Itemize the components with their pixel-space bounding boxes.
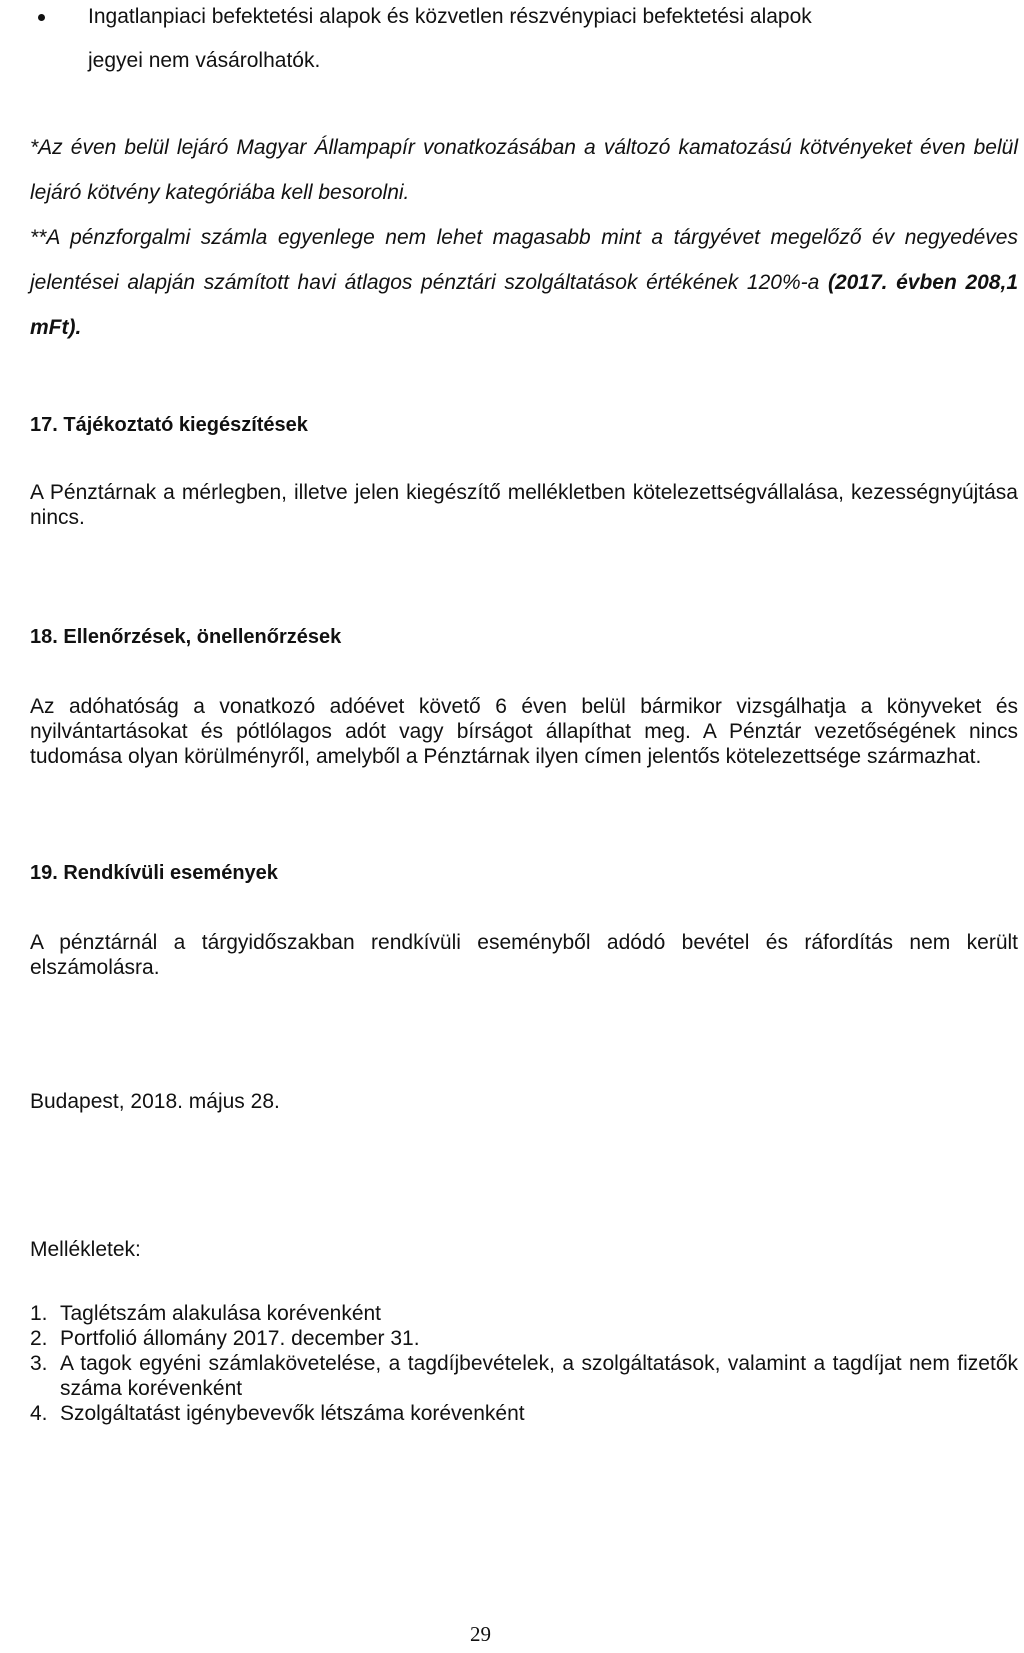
attachment-number: 3.: [30, 1352, 48, 1375]
section-heading-17: 17. Tájékoztató kiegészítések: [30, 414, 308, 436]
attachment-text: Taglétszám alakulása korévenként: [60, 1302, 382, 1325]
bullet-text: [88, 0, 1018, 72]
footnote-2-bold: (2017. évben 208,1 mFt).: [30, 271, 1018, 339]
bullet-line-1: Ingatlanpiaci befektetési alapok és közvetlen részvénypiaci befektetési alapok: [88, 5, 812, 28]
attachment-number: 1.: [30, 1302, 48, 1325]
attachment-text: Portfolió állomány 2017. december 31.: [60, 1327, 420, 1350]
section-text-18: Az adóhatóság a vonatkozó adóévet követő 6 éven belül bármikor vizsgálhatja a könyveket és nyilvántartásokat és pótlólagos adót vagy bírságot állapíthat meg. A Pénztár vezetőségének nincs tudomása olyan körülményről, amelyből a Pénztárnak ilyen címen jelentős kötelezettsége származhat.: [30, 695, 1018, 768]
attachment-text: Szolgáltatást igénybevevők létszáma korévenként: [60, 1402, 525, 1425]
attachments-title: Mellékletek:: [30, 1238, 141, 1261]
page-number: 29: [470, 1622, 491, 1646]
footnote-2: [30, 215, 1018, 350]
place-date: Budapest, 2018. május 28.: [30, 1090, 280, 1113]
attachment-number: 4.: [30, 1402, 48, 1425]
attachment-number: 2.: [30, 1327, 48, 1350]
section-heading-18: 18. Ellenőrzések, önellenőrzések: [30, 626, 342, 648]
attachment-item: [30, 1351, 1018, 1401]
attachment-item: [30, 1401, 1018, 1426]
section-heading-19: 19. Rendkívüli események: [30, 862, 278, 884]
section-text-17: A Pénztárnak a mérlegben, illetve jelen kiegészítő mellékletben kötelezettségvállalása, kezességnyújtása nincs.: [30, 481, 1018, 529]
footnote-2-text: **A pénzforgalmi számla egyenlege nem lehet magasabb mint a tárgyévet megelőző év negyedéves jelentései alapján számított havi átlagos pénztári szolgáltatások értékének 120%-a: [30, 226, 1018, 294]
attachment-item: [30, 1301, 1018, 1326]
attachment-item: [30, 1326, 1018, 1351]
bullet-line-2: jegyei nem vásárolhatók.: [88, 49, 321, 72]
attachment-text: A tagok egyéni számlakövetelése, a tagdíjbevételek, a szolgáltatások, valamint a tagdíjat nem fizetők száma korévenként: [60, 1352, 1018, 1400]
attachments-list: [30, 1301, 1018, 1426]
bullet-dot-icon: [38, 14, 45, 21]
bullet-item: [30, 0, 1018, 80]
footnote-1: *Az éven belül lejáró Magyar Állampapír vonatkozásában a változó kamatozású kötvényeket éven belül lejáró kötvény kategóriába kell besorolni.: [30, 136, 1018, 204]
section-text-19: A pénztárnál a tárgyidőszakban rendkívüli eseményből adódó bevétel és ráfordítás nem került elszámolásra.: [30, 931, 1018, 979]
